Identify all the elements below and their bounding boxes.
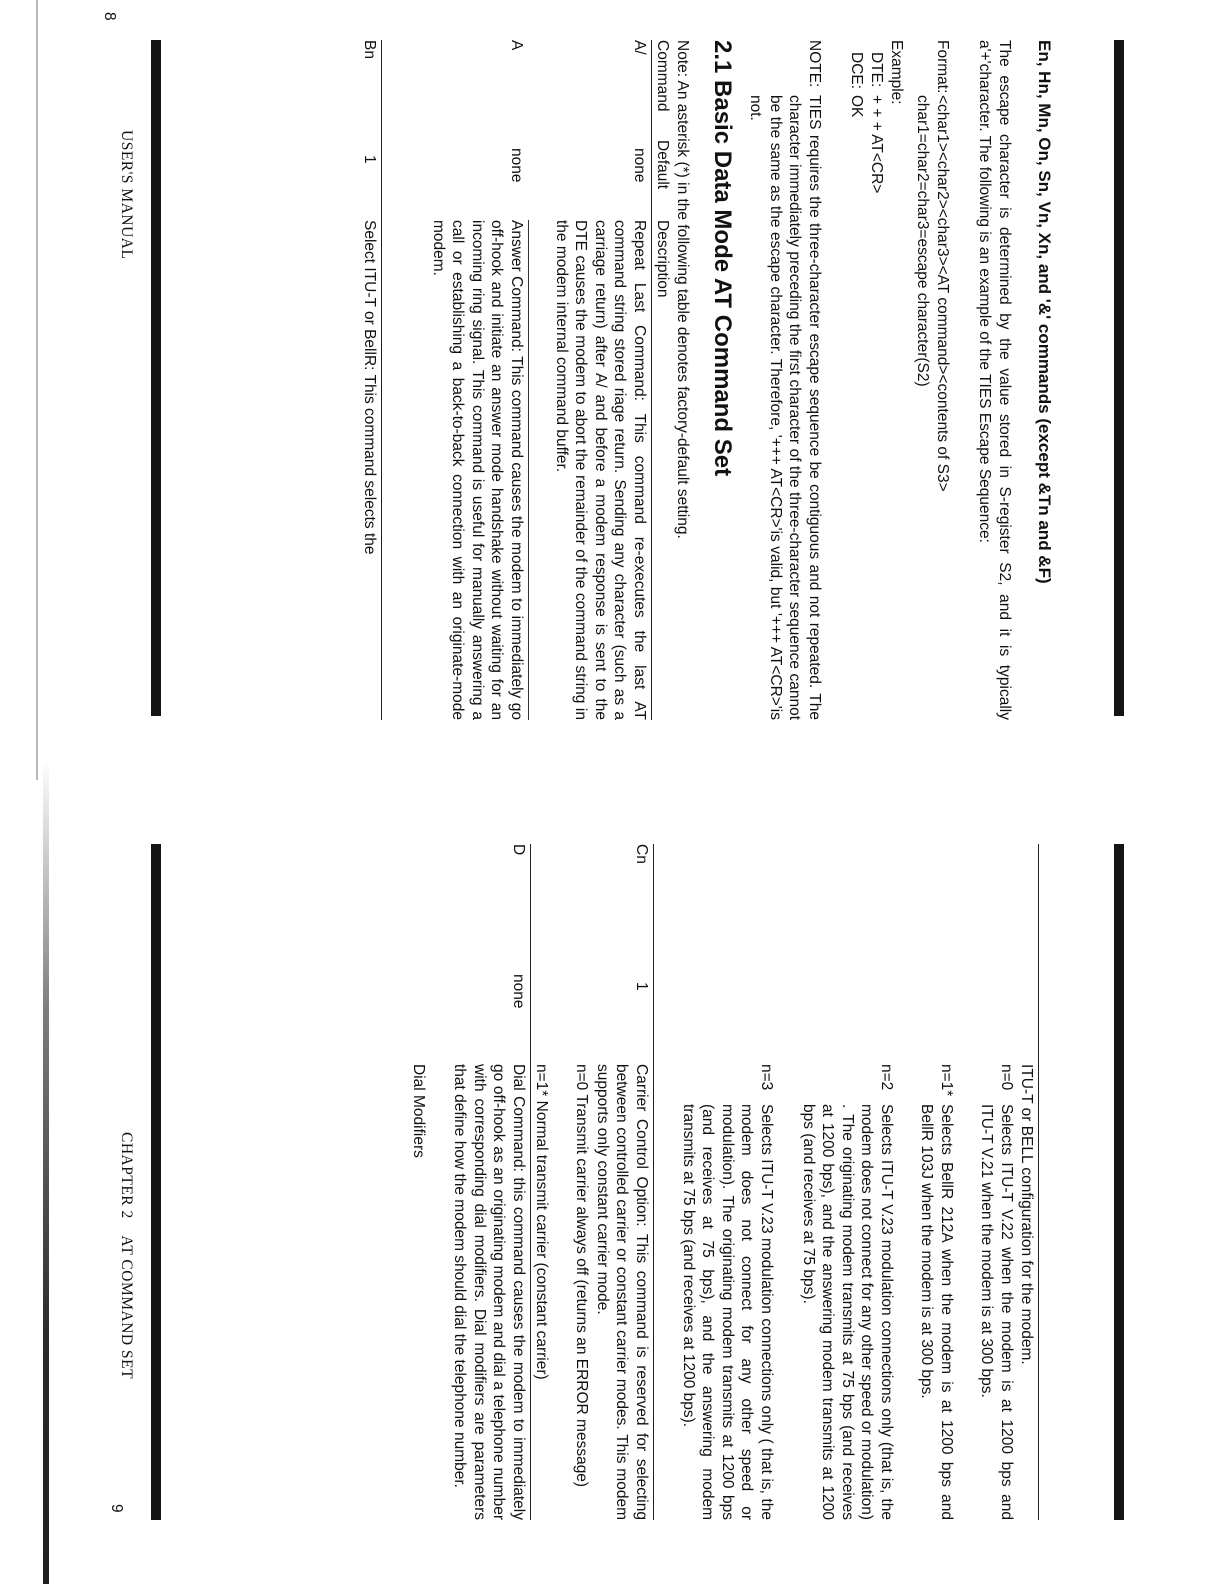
commands-heading: En, Hn, Mn, On, Sn, Vn, Xn, and '&' commands (except &Tn and &F): [1035, 40, 1054, 584]
dce-value: OK: [848, 95, 865, 118]
option-n3-text: Selects ITU-T V.23 modulation connections only ( that is, the modem does not connect for any other speed or modulation). The originating modem transmits at 1200 bps (and receives at 75 bps), and the answering modem transmits at 75 bps (and receives at 1200 bps).: [679, 1104, 775, 1520]
row-d-trailer: Dial Modifiers: [410, 1064, 427, 1158]
option-n3-key: n=3: [758, 1064, 775, 1091]
row-bn-description: Select ITU-T or BellR: This command selects the: [361, 220, 378, 555]
top-bar: [1114, 40, 1124, 716]
row-rule-2: [381, 40, 382, 720]
header-rule: [651, 40, 652, 720]
row-a-slash-description: Repeat Last Command: This command re-executes the last AT command string stored riage return. Sending any character (such as a carriage return) after A/ and before a modem response is sent to the DTE causes the modem to abort the remainder of the command string in the modem internal command buffer.: [552, 220, 648, 720]
row-rule-1: [528, 220, 529, 720]
format-line-1: <char1><char2><char3><AT command><contents of S3>: [934, 95, 951, 492]
footer-label: CHAPTER 2 AT COMMAND SET: [118, 1132, 135, 1380]
right-page: [0, 792, 1224, 1584]
row-d-default: none: [510, 974, 527, 1009]
row-rule-cn: [653, 844, 654, 1520]
option-n2-text: Selects ITU-T V.23 modulation connections only (that is, the modem does not connect for any other speed or modulation) . The originating modem transmits at 75 bps (and receives at 1200 bps), and the answering modem transmits at 1200 bps (and receives at 75 bps).: [799, 1104, 895, 1520]
row-cn-command: Cn: [633, 844, 650, 864]
header-command: Command: [654, 40, 671, 112]
row-d-command: D: [510, 844, 527, 856]
top-rule: [1038, 844, 1039, 1520]
row-bn-default: 1: [361, 155, 378, 164]
row-a-slash-command: A/: [631, 40, 648, 55]
row-a-command: A: [508, 40, 525, 51]
option-n0-key: n=0: [998, 1064, 1015, 1091]
row-cn-default: 1: [633, 982, 650, 991]
section-title: 2.1 Basic Data Mode AT Command Set: [709, 40, 736, 477]
note-label: NOTE:: [806, 40, 823, 88]
row-cn-description: Carrier Control Option: This command is reserved for selecting between controlled carrier or constant carrier modes. This modem supports only constant carrier mode.: [593, 1064, 650, 1520]
option-n1-text: Selects BellR 212A when the modem is at 1200 bps and BellR 103J when the modem is at 300 bps.: [918, 1104, 955, 1520]
option-n2-key: n=2: [878, 1064, 895, 1091]
row-cn-option-1: n=1* Normal transmit carrier (constant carrier): [533, 1064, 550, 1380]
row-a-slash-default: none: [631, 148, 648, 183]
row-a-description: Answer Command: This command causes the modem to immediately go off-hook and initiate an answer mode handshake without waiting for an incoming ring signal. This command is useful for manually answering a call or establishing a back-to-back connection with an originate-mode modem.: [429, 220, 525, 720]
row-d-description: Dial Command: this command causes the modem to immediately go off-hook as an originating modem and dial a telephone number with corresponding dial modifiers. Dial modifiers are parameters that define how the modem should dial the telephone number.: [451, 1064, 527, 1520]
footer-label: USER'S MANUAL: [118, 130, 135, 260]
note-text: TIES requires the three-character escape sequence be contiguous and not repeated. The character immediately preceding the first character of the three-character sequence cannot be the same as the escape character. Therefore, '+++ AT<CR>'is valid, but '+++ AT<CR>'is not.: [747, 95, 823, 720]
page-number: 9: [108, 1504, 125, 1513]
row-a-default: none: [508, 148, 525, 183]
top-bar: [1114, 844, 1124, 1520]
row-bn-command: Bn: [361, 40, 378, 59]
row-rule-d: [530, 844, 531, 1520]
format-line-2: char1=char2=char3=escape character(S2): [914, 95, 931, 387]
bottom-bar: [151, 844, 161, 1520]
option-n1-key: n=1*: [938, 1064, 955, 1097]
header-description: Description: [654, 220, 671, 298]
dce-label: DCE:: [848, 52, 865, 90]
intro-paragraph: The escape character is determined by the value stored in S-register S2, and it is typically a'+'character. The following is an example of the TIES Escape Sequence:: [976, 40, 1013, 720]
table-note: Note: An asterisk (*) in the following table denotes factory-default setting.: [674, 40, 691, 539]
row-cn-option-0: n=0 Transmit carrier always off (returns an ERROR message): [573, 1064, 590, 1488]
dte-label: DTE:: [868, 52, 885, 88]
bottom-bar: [151, 40, 161, 716]
example-label: Example:: [888, 40, 905, 105]
option-n0-text: Selects ITU-T V.22 when the modem is at 1200 bps and ITU-T V.21 when the modem is at 300 bps.: [978, 1104, 1015, 1520]
continuation-text: ITU-T or BELL configuration for the modem.: [1018, 1064, 1035, 1365]
header-default: Default: [654, 140, 671, 190]
page-number: 8: [101, 12, 118, 21]
format-label: Format:: [934, 40, 951, 94]
dte-value: + + + AT<CR>: [868, 95, 885, 194]
